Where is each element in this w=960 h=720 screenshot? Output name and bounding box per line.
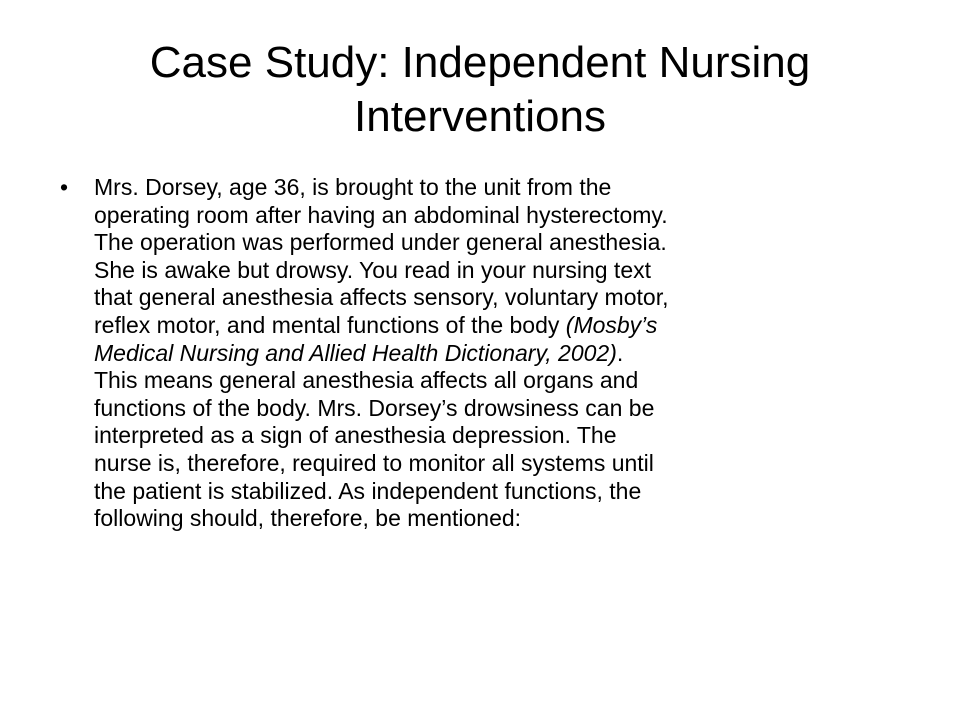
body-line xyxy=(94,422,910,450)
body-line-text: nurse is, therefore, required to monitor all systems until xyxy=(94,449,654,476)
bullet-dot-icon: • xyxy=(60,174,69,200)
body-line xyxy=(94,312,910,340)
body-line-text: following should, therefore, be mentioned: xyxy=(94,505,522,532)
body-line-text: the patient is stabilized. As independent functions, the xyxy=(94,477,642,504)
body-line-text: Mrs. Dorsey, age 36, is brought to the unit from the xyxy=(94,174,612,200)
body-line xyxy=(94,174,910,202)
body-line-text: The operation was performed under general anesthesia. xyxy=(94,229,667,256)
body-line xyxy=(94,229,910,257)
body-line-text: She is awake but drowsy. You read in your nursing text xyxy=(94,256,652,283)
body-line-trailing: . xyxy=(616,339,624,366)
body-line xyxy=(94,340,910,368)
body-line-text: interpreted as a sign of anesthesia depression. The xyxy=(94,422,617,449)
body-line xyxy=(94,367,910,395)
body-line-citation: (Mosby’s xyxy=(565,311,658,338)
body-line-text: operating room after having an abdominal hysterectomy. xyxy=(94,201,668,228)
body-line xyxy=(94,284,910,312)
body-line-text: that general anesthesia affects sensory, voluntary motor, xyxy=(94,284,669,311)
bullet-list xyxy=(60,174,910,533)
body-line xyxy=(94,505,910,533)
slide-title-line-2: Interventions xyxy=(354,92,606,141)
bullet-text xyxy=(94,174,910,533)
body-line xyxy=(94,202,910,230)
body-line-citation: Medical Nursing and Allied Health Dictionary, 2002) xyxy=(94,339,617,366)
body-line-text: reflex motor, and mental functions of the body xyxy=(94,311,566,338)
body-line-text: functions of the body. Mrs. Dorsey’s drowsiness can be xyxy=(94,394,655,421)
bullet-item xyxy=(60,174,910,533)
slide-title xyxy=(60,36,900,144)
body-line xyxy=(94,395,910,423)
body-line-text: This means general anesthesia affects all organs and xyxy=(94,367,639,394)
body-line xyxy=(94,257,910,285)
body-line xyxy=(94,450,910,478)
slide-title-line-1: Case Study: Independent Nursing xyxy=(149,38,811,87)
body-line xyxy=(94,478,910,506)
